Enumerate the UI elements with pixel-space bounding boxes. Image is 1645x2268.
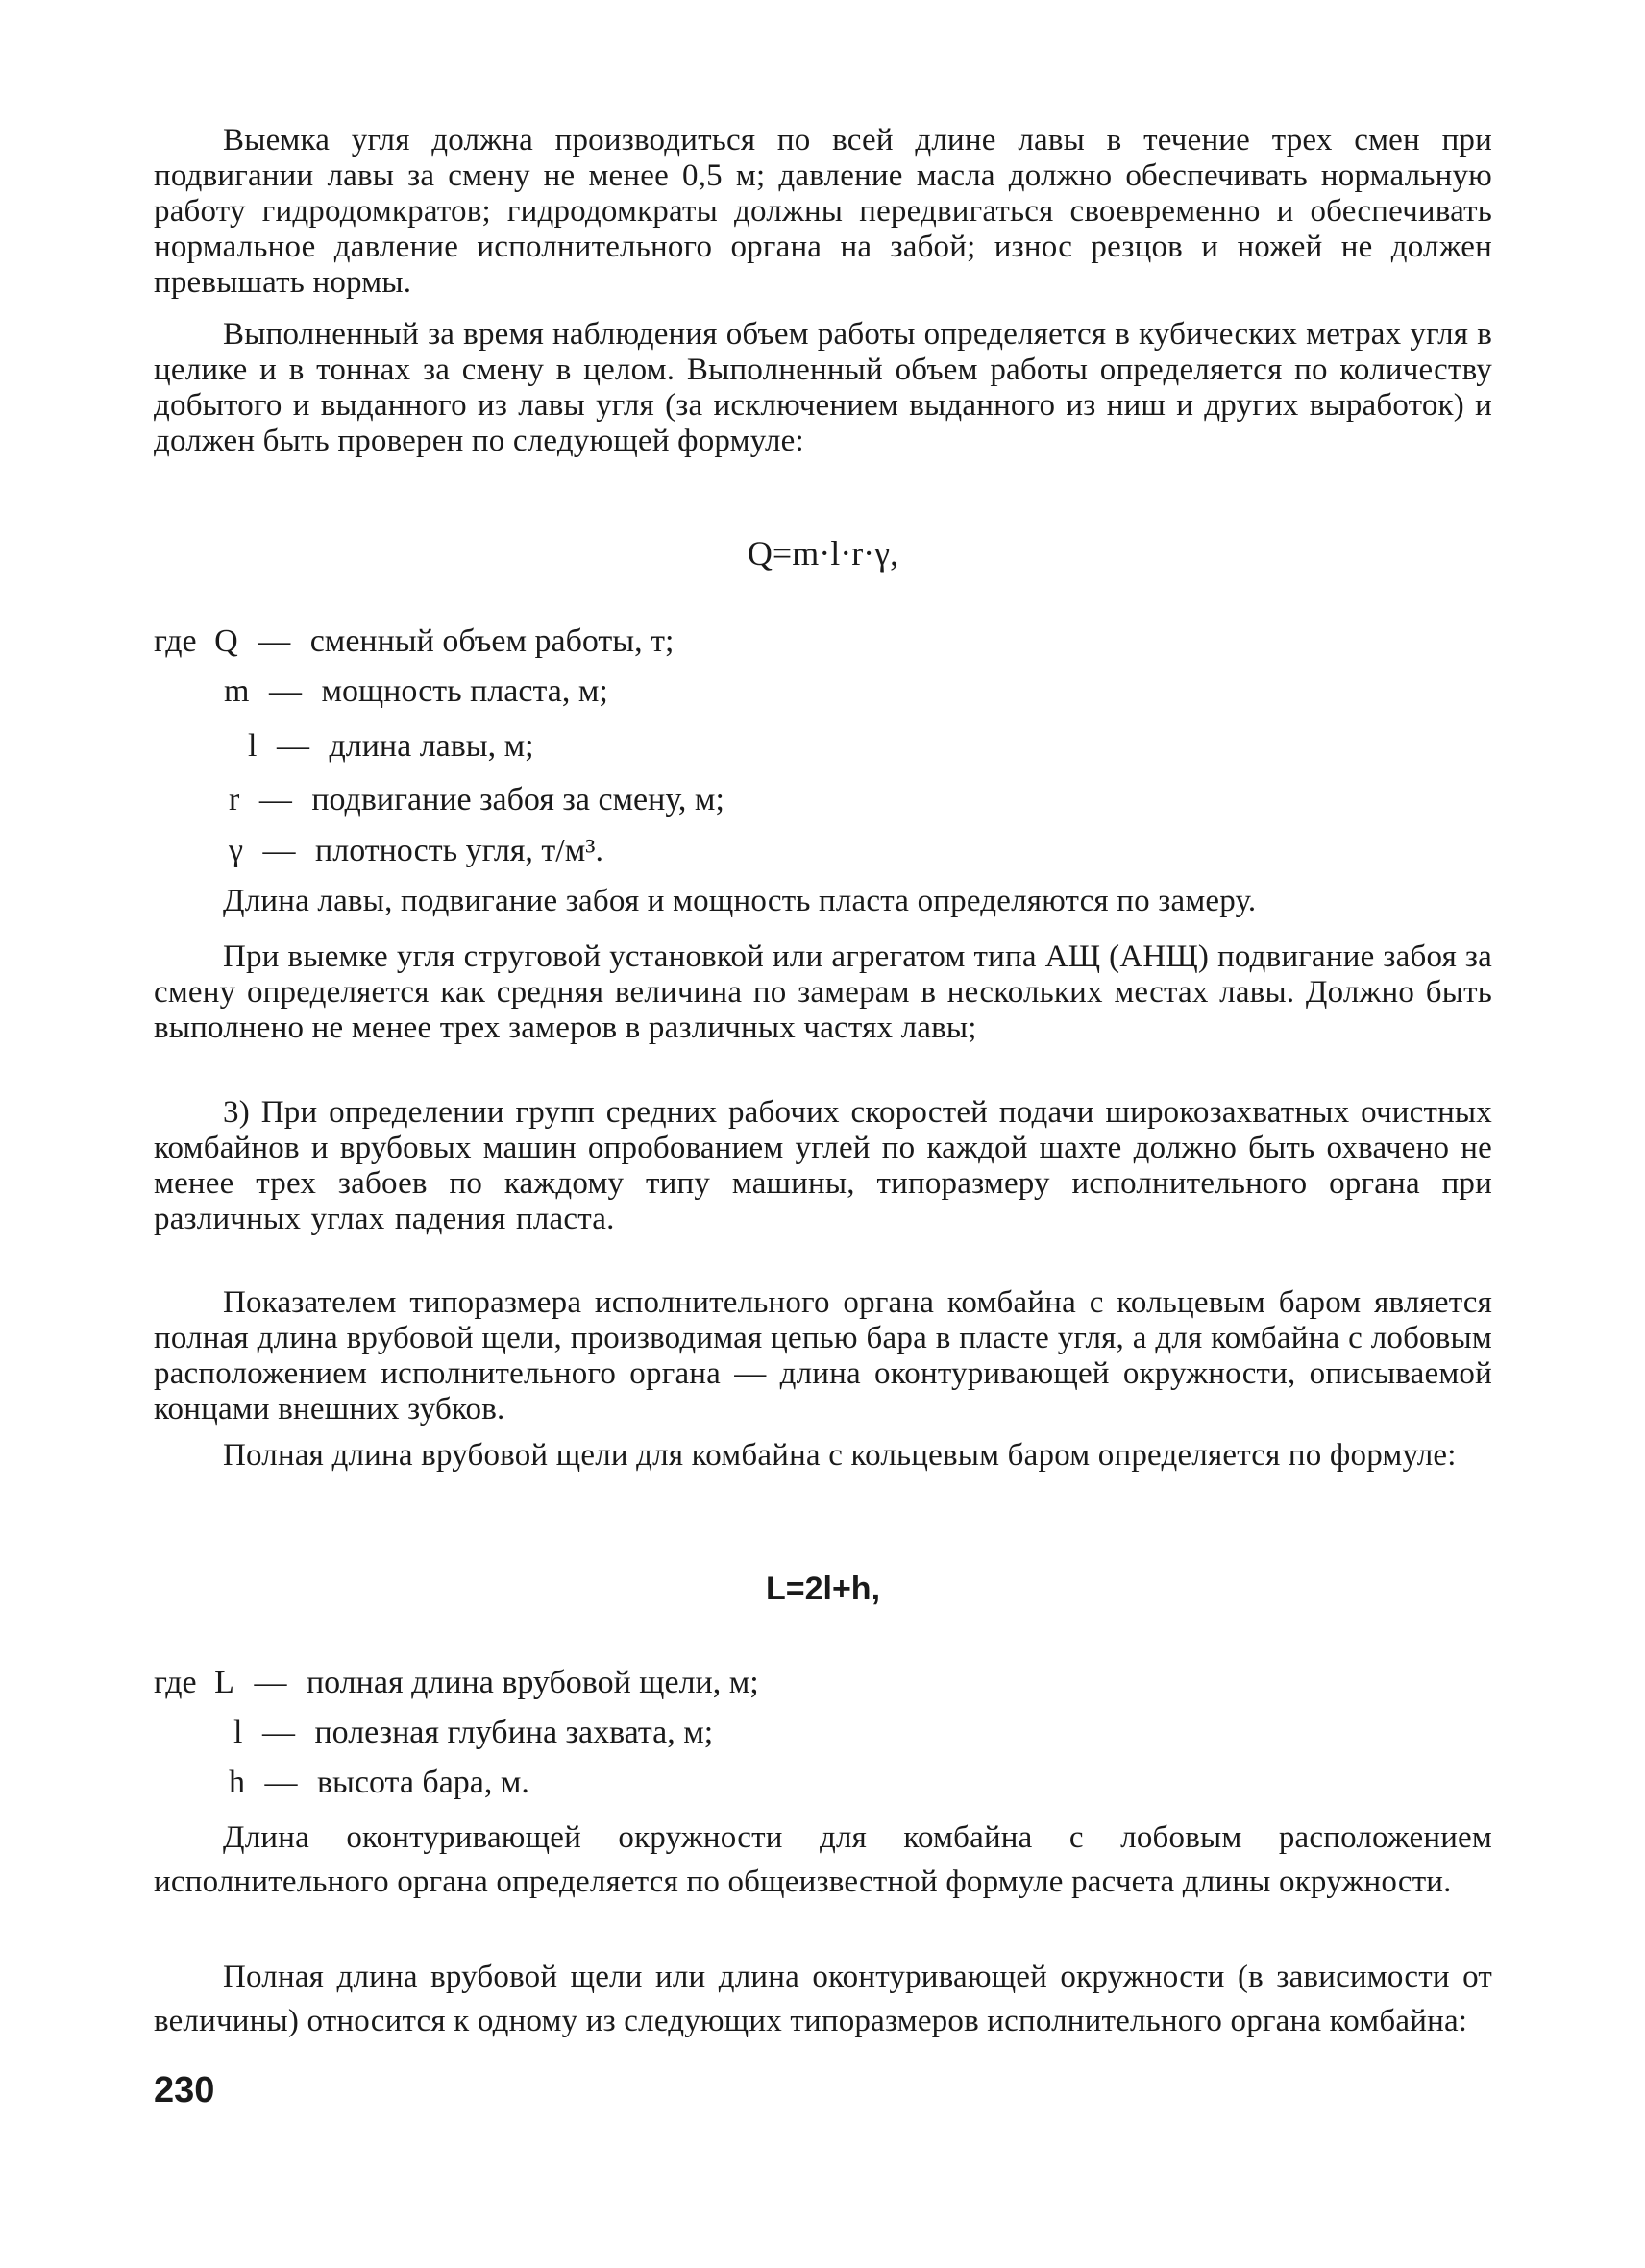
page-number: 230 (154, 2070, 215, 2110)
definition-small-l (233, 1714, 713, 1752)
definition-prefix: где (154, 1665, 197, 1700)
definition-q (154, 622, 674, 661)
definition-dash: — (268, 673, 302, 709)
paragraph-contour-circle: Длина оконтуривающей окружности для комбайна с лобовым расположением исполнительного органа определяется по общеизвестной формуле расчета длины окружности. (154, 1820, 1492, 1899)
definition-h (229, 1764, 529, 1802)
paragraph-measurement: Длина лавы, подвигание забоя и мощность пласта определяются по замеру. (223, 884, 1257, 918)
paragraph-coal-extraction: Выемка угля должна производиться по всей длине лавы в течение трех смен при подвигании лавы за смену не менее 0,5 м; давление масла должно обеспечивать нормальную работу гидродомкратов; гидродомкраты должны передвигаться своевременно и обеспечивать нормальное давление исполнительного органа на забой; износ резцов и ножей не должен превышать нормы. (154, 123, 1492, 300)
paragraph-cut-length: Полная длина врубовой щели для комбайна с кольцевым баром определяется по формуле: (223, 1438, 1457, 1473)
definition-r (229, 781, 724, 819)
definition-symbol: m (224, 673, 250, 709)
definition-gamma (229, 832, 603, 870)
definition-text: высота бара, м. (317, 1765, 529, 1800)
formula-cut-length: L=2l+h, (765, 1571, 881, 1607)
definition-dash: — (258, 782, 292, 817)
definition-text: полная длина врубовой щели, м; (306, 1665, 759, 1700)
definition-l (248, 727, 534, 766)
formula-shift-volume: Q=m·l·r·γ, (747, 534, 899, 573)
paragraph-plow-installation: При выемке угля струговой установкой или агрегатом типа АЩ (АНЩ) подвигание забоя за смену определяется как средняя величина по замерам в нескольких местах лавы. Должно быть выполнено не менее трех замеров в различных частях лавы; (154, 939, 1492, 1045)
definition-dash: — (261, 1715, 295, 1750)
definition-m (224, 672, 608, 711)
definition-symbol: l (233, 1715, 243, 1750)
definition-symbol: Q (214, 623, 238, 659)
definition-dash: — (262, 833, 296, 868)
definition-text: мощность пласта, м; (321, 673, 608, 709)
definition-text: плотность угля, т/м³. (315, 833, 603, 868)
definition-text: полезная глубина захвата, м; (314, 1715, 714, 1750)
paragraph-work-volume: Выполненный за время наблюдения объем работы определяется в кубических метрах угля в целике и в тоннах за смену в целом. Выполненный объем работы определяется по количеству добытого и выданного из лавы угля (за исключением выданного из ниш и других выработок) и должен быть проверен по следующей формуле: (154, 317, 1492, 458)
definition-dash: — (264, 1765, 298, 1800)
definition-symbol: L (214, 1665, 234, 1700)
paragraph-size-indicator: Показателем типоразмера исполнительного органа комбайна с кольцевым баром является полная длина врубовой щели, производимая цепью бара в пласте угля, а для комбайна с лобовым расположением исполнительного органа — длина оконтуривающей окружности, описываемой концами внешних зубков. (154, 1285, 1492, 1427)
definition-big-l (154, 1664, 759, 1702)
definition-symbol: γ (229, 833, 244, 868)
paragraph-size-classes: Полная длина врубовой щели или длина оконтуривающей окружности (в зависимости от величины) относится к одному из следующих типоразмеров исполнительного органа комбайна: (154, 1960, 1492, 2038)
definition-prefix: где (154, 623, 197, 659)
definition-dash: — (254, 1665, 287, 1700)
definition-symbol: h (229, 1765, 245, 1800)
definition-text: сменный объем работы, т; (309, 623, 675, 659)
definition-dash: — (276, 728, 309, 764)
definition-text: длина лавы, м; (329, 728, 534, 764)
paragraph-speed-groups: 3) При определении групп средних рабочих скоростей подачи широкозахватных очистных комбайнов и врубовых машин опробованием углей по каждой шахте должно быть охвачено не менее трех забоев по каждому типу машины, типоразмеру исполнительного органа при различных углах падения пласта. (154, 1095, 1492, 1236)
definition-dash: — (258, 623, 291, 659)
definition-symbol: r (229, 782, 240, 817)
definition-symbol: l (248, 728, 258, 764)
definition-text: подвигание забоя за смену, м; (311, 782, 724, 817)
